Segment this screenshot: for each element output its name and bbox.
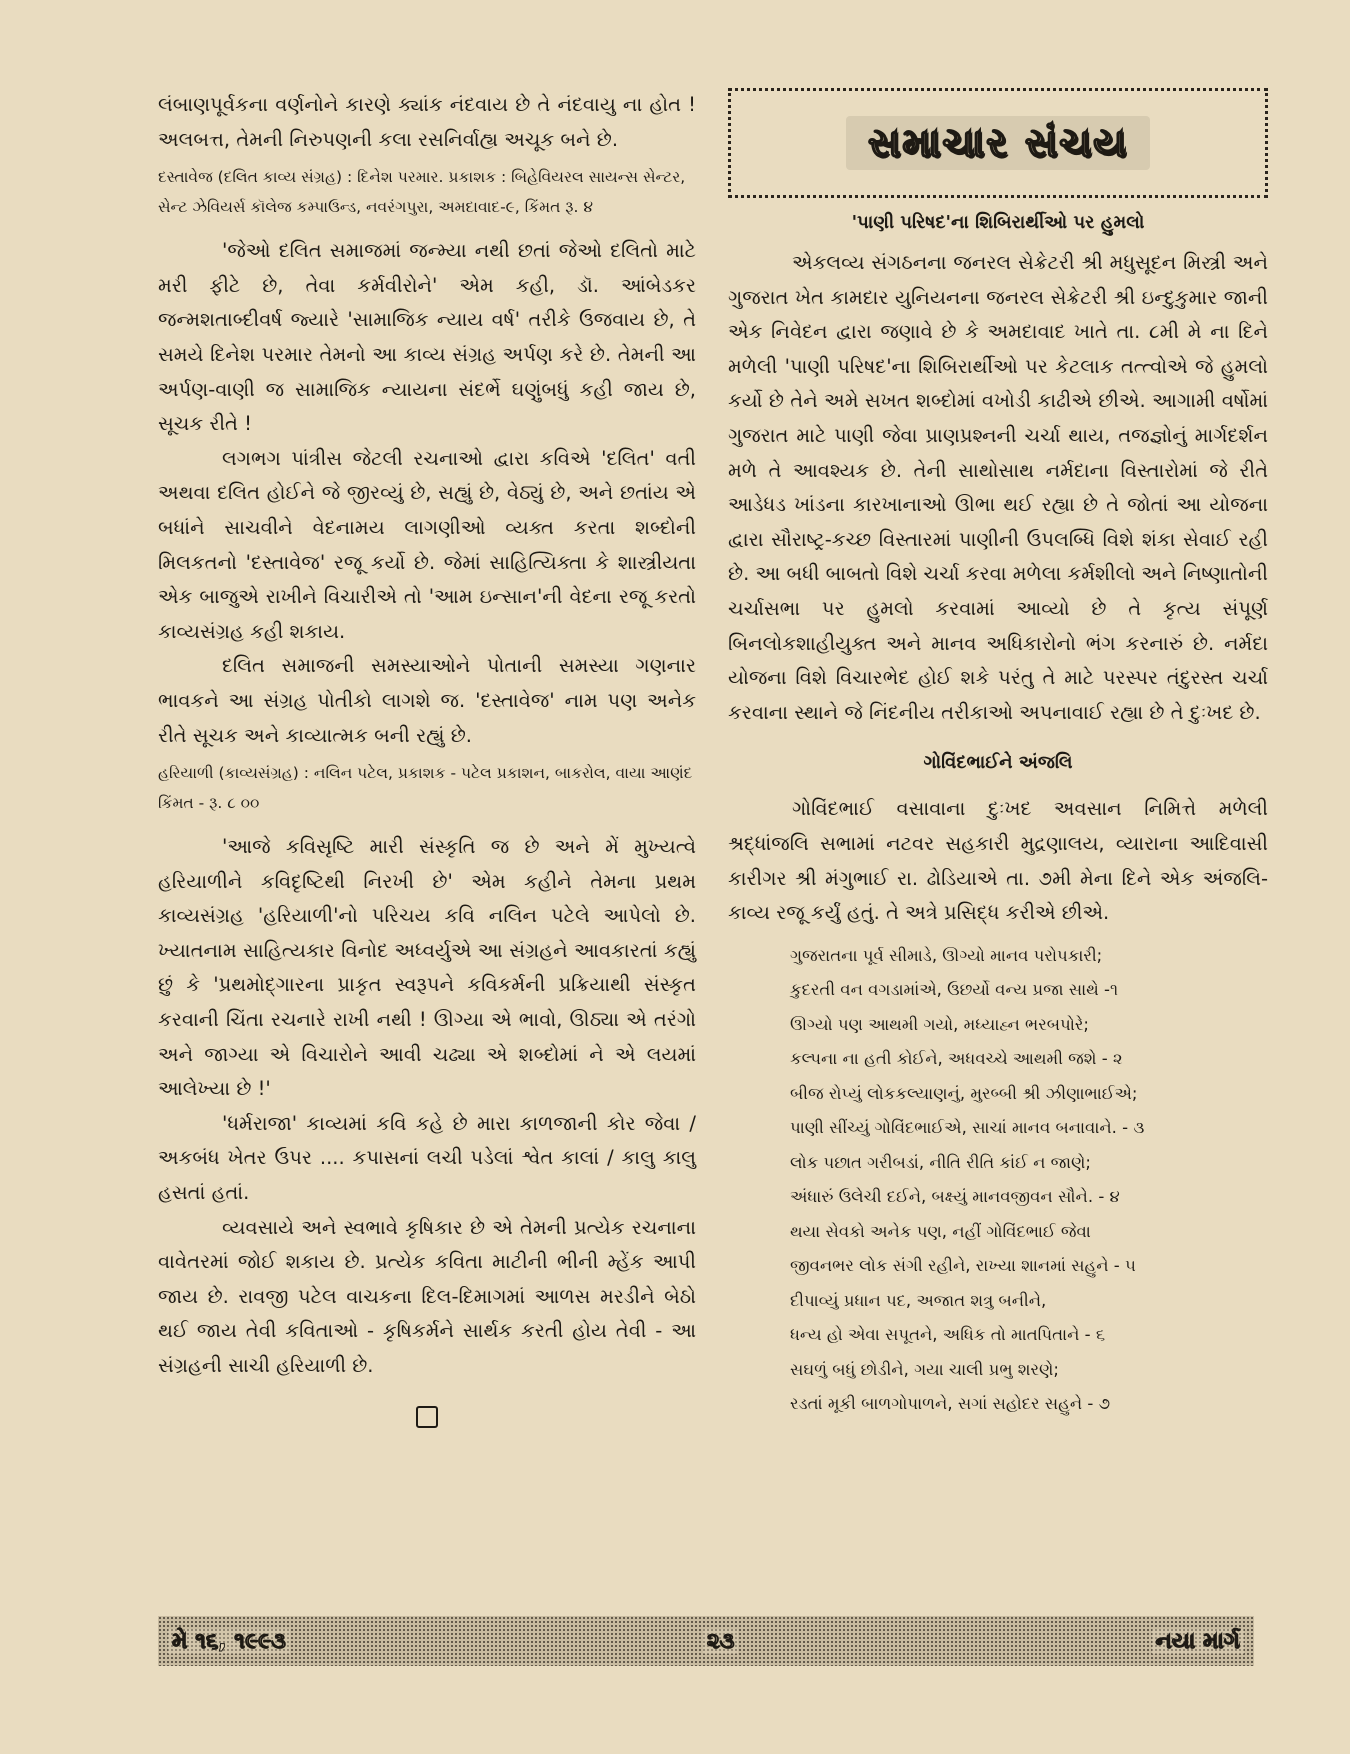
end-mark-icon xyxy=(416,1406,438,1428)
book-info-hariyali: હરિયાળી (કાવ્યસંગ્રહ) : નલિન પટેલ, પ્રકાશક - પટેલ પ્રકાશન, બાકરોલ, વાયા આણંદ કિંમત - રૂ. ૮ ૦૦ xyxy=(158,764,693,812)
review-paragraph: 'ધર્મરાજા' કાવ્યમાં કવિ કહે છે મારા કાળજાની કોર જેવા / અકબંધ ખેતર ઉપર .... કપાસનાં લચી પડેલાં શ્વેત કાલાં / કાલુ કાલુ હસતાં હતાં. xyxy=(158,1111,696,1205)
review-paragraph: 'જેઓ દલિત સમાજમાં જન્મ્યા નથી છતાં જેઓ દલિતો માટે મરી ફીટે છે, તેવા કર્મવીરોને' એમ કહી, ડૉ. આંબેડકર જન્મશતાબ્દીવર્ષ જ્યારે 'સામાજિક ન્યાય વર્ષ' તરીકે ઉજવાય છે, તે સમયે દિનેશ પરમાર તેમનો આ કાવ્ય સંગ્રહ અર્પણ કરે છે. તેમની આ અર્પણ-વાણી જ સામાજિક ન્યાયના સંદર્ભે ઘણુંબધું કહી જાય છે, સૂચક રીતે ! xyxy=(158,239,696,436)
poem-line: પાણી સીંચ્યું ગોવિંદભાઈએ, સાચાં માનવ બનાવાને. - ૩ xyxy=(790,1118,1145,1138)
poem-line: થયા સેવકો અનેક પણ, નહીં ગોવિંદભાઈ જેવા xyxy=(790,1221,1091,1241)
news-heading: 'પાણી પરિષદ'ના શિબિરાર્થીઓ પર હુમલો xyxy=(851,212,1145,233)
page-number: ૨૩ xyxy=(703,1629,739,1654)
poem-line: કલ્પના ના હતી કોઈને, અધવચ્ચે આથમી જશે - ૨ xyxy=(790,1049,1123,1069)
magazine-name: નયા માર્ગ xyxy=(1152,1629,1244,1654)
poem-line: ગુજરાતના પૂર્વ સીમાડે, ઊગ્યો માનવ પરોપકારી; xyxy=(790,945,1103,965)
right-column xyxy=(728,88,1268,1422)
poem-line: દીપાવ્યું પ્રધાન પદ, અજાત શત્રુ બનીને, xyxy=(790,1290,1047,1310)
news-paragraph: ગોવિંદભાઈ વસાવાના દુઃખદ અવસાન નિમિત્તે મળેલી શ્રદ્ધાંજલિ સભામાં નટવર સહકારી મુદ્રણાલય, વ્યારાના આદિવાસી કારીગર શ્રી મંગુભાઈ રા. ઢોડિયાએ તા. ૭મી મેના દિને એક અંજલિ-કાવ્ય રજૂ કર્યું હતું. તે અત્રે પ્રસિદ્ધ કરીએ છીએ. xyxy=(728,797,1268,925)
section-title: સમાચાર સંચય xyxy=(846,116,1150,170)
review-paragraph: લગભગ પાંત્રીસ જેટલી રચનાઓ દ્વારા કવિએ 'દલિત' વતી અથવા દલિત હોઈને જે જીરવ્યું છે, સહ્યું છે, વેઠ્યું છે, અને છતાંય એ બધાંને સાચવીને વેદનામય લાગણીઓ વ્યક્ત કરતા શબ્દોની મિલકતનો 'દસ્તાવેજ' રજૂ કર્યો છે. જેમાં સાહિત્યિક્તા કે શાસ્ત્રીયતા એક બાજુએ રાખીને વિચારીએ તો 'આમ ઇન્સાન'ની વેદના રજૂ કરતો કાવ્યસંગ્રહ કહી શકાય. xyxy=(158,446,696,643)
poem-line: અંધારું ઉલેચી દઈને, બક્ષ્યું માનવજીવન સૌને. - ૪ xyxy=(790,1187,1120,1207)
tribute-poem xyxy=(728,939,1268,1422)
poem-line: ધન્ય હો એવા સપૂતને, અધિક તો માતપિતાને - ૬ xyxy=(790,1325,1106,1345)
poem-line: જીવનભર લોક સંગી રહીને, રાખ્યા શાનમાં સહુને - ૫ xyxy=(790,1256,1136,1276)
news-paragraph: એકલવ્ય સંગઠનના જનરલ સેક્રેટરી શ્રી મધુસૂદન મિસ્ત્રી અને ગુજરાત ખેત કામદાર યુનિયનના જનરલ સેક્રેટરી શ્રી ઇન્દુકુમાર જાની એક નિવેદન દ્વારા જણાવે છે કે અમદાવાદ ખાતે તા. ૮મી મે ના દિને મળેલી 'પાણી પરિષદ'ના શિબિરાર્થીઓ પર કેટલાક તત્ત્વોએ જે હુમલો કર્યો છે તેને અમે સખત શબ્દોમાં વખોડી કાઢીએ છીએ. આગામી વર્ષોમાં ગુજરાત માટે પાણી જેવા પ્રાણપ્રશ્નની ચર્ચા થાય, તજજ્ઞોનું માર્ગદર્શન મળે તે આવશ્યક છે. તેની સાથોસાથ નર્મદાના વિસ્તારોમાં જે રીતે આડેધડ ખાંડના કારખાનાઓ ઊભા થઈ રહ્યા છે તે જોતાં આ યોજના દ્વારા સૌરાષ્ટ્ર-કચ્છ વિસ્તારમાં પાણીની ઉપલબ્ધિ વિશે શંકા સેવાઈ રહી છે. આ બધી બાબતો વિશે ચર્ચા કરવા મળેલા કર્મશીલો અને નિષ્ણાતોની ચર્ચાસભા પર હુમલો કરવામાં આવ્યો છે તે કૃત્ય સંપૂર્ણ બિનલોકશાહીયુક્ત અને માનવ અધિકારોનો ભંગ કરનારું છે. નર્મદા યોજના વિશે વિચારભેદ હોઈ શકે પરંતુ તે માટે પરસ્પર તંદુરસ્ત ચર્ચા કરવાના સ્થાને જે નિંદનીય તરીકાઓ અપનાવાઈ રહ્યા છે તે દુઃખદ છે. xyxy=(728,251,1268,724)
poem-line: લોક પછાત ગરીબડાં, નીતિ રીતિ કાંઈ ન જાણે; xyxy=(790,1152,1091,1172)
page-footer xyxy=(158,1616,1254,1666)
poem-line: રડતાં મૂકી બાળગોપાળને, સગાં સહોદર સહુને - ૭ xyxy=(790,1394,1111,1414)
review-paragraph: 'આજે કવિસૃષ્ટિ મારી સંસ્કૃતિ જ છે અને મેં મુખ્યત્વે હરિયાળીને કવિદૃષ્ટિથી નિરખી છે' એમ કહીને તેમના પ્રથમ કાવ્યસંગ્રહ 'હરિયાળી'નો પરિચય કવિ નલિન પટેલે આપેલો છે. ખ્યાતનામ સાહિત્યકાર વિનોદ અધ્વર્યુએ આ સંગ્રહને આવકારતાં કહ્યું છું કે 'પ્રથમોદ્ગારના પ્રાકૃત સ્વરૂપને કવિકર્મની પ્રક્રિયાથી સંસ્કૃત કરવાની ચિંતા રચનારે રાખી નથી ! ઊગ્યા એ ભાવો, ઊઠ્યા એ તરંગો અને જાગ્યા એ વિચારોને આવી ચઢ્યા એ શબ્દોમાં ને એ લયમાં આલેખ્યા છે !' xyxy=(158,835,696,1101)
issue-date: મે ૧૬, ૧૯૯૩ xyxy=(168,1629,290,1654)
section-banner xyxy=(728,88,1268,198)
left-column xyxy=(158,88,696,1428)
poem-line: સઘળું બધું છોડીને, ગયા ચાલી પ્રભુ શરણે; xyxy=(790,1359,1059,1379)
book-info-dastavej: દસ્તાવેજ (દલિત કાવ્ય સંગ્રહ) : દિનેશ પરમાર. પ્રકાશક : બિહેવિયરલ સાયન્સ સેન્ટર, સેન્ટ ઝેવિયર્સ કૉલેજ કમ્પાઉન્ડ, નવરંગપુરા, અમદાવાદ-૯, કિંમત રૂ. ૪ xyxy=(158,168,686,216)
review-paragraph: વ્યવસાયે અને સ્વભાવે કૃષિકાર છે એ તેમની પ્રત્યેક રચનાના વાવેતરમાં જોઈ શકાય છે. પ્રત્યેક કવિતા માટીની ભીની મ્હેંક આપી જાય છે. રાવજી પટેલ વાચકના દિલ-દિમાગમાં આળસ મરડીને બેઠો થઈ જાય તેવી કવિતાઓ - કૃષિકર્મને સાર્થક કરતી હોય તેવી - આ સંગ્રહની સાચી હરિયાળી છે. xyxy=(158,1215,696,1377)
poem-line: ઊગ્યો પણ આથમી ગયો, મધ્યાહ્ન ભરબપોરે; xyxy=(790,1014,1089,1034)
review-paragraph: દલિત સમાજની સમસ્યાઓને પોતાની સમસ્યા ગણનાર ભાવકને આ સંગ્રહ પોતીકો લાગશે જ. 'દસ્તાવેજ' નામ પણ અનેક રીતે સૂચક અને કાવ્યાત્મક બની રહ્યું છે. xyxy=(158,654,696,747)
intro-paragraph: લંબાણપૂર્વકના વર્ણનોને કારણે ક્યાંક નંદવાય છે તે નંદવાયુ ના હોત ! અલબત્ત, તેમની નિરુપણની કલા રસનિર્વાહ્ય અચૂક બને છે. xyxy=(158,93,696,151)
news-heading: ગોવિંદભાઈને અંજલિ xyxy=(923,752,1073,774)
poem-line: બીજ રોપ્યું લોકકલ્યાણનું, મુરબ્બી શ્રી ઝીણાભાઈએ; xyxy=(790,1083,1138,1103)
poem-line: કુદરતી વન વગડામાંએ, ઉછર્યો વન્ય પ્રજા સાથે -૧ xyxy=(790,980,1119,1000)
